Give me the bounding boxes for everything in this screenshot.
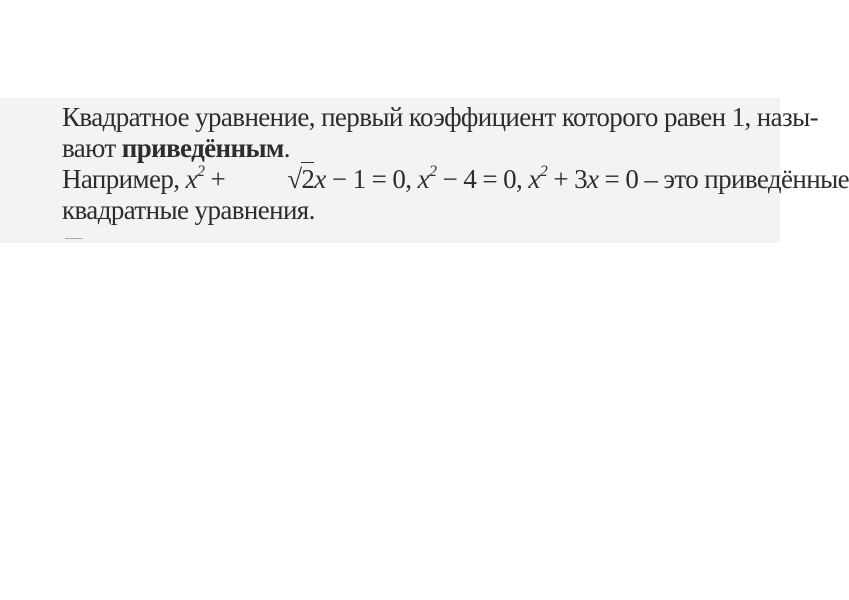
example-intro: Например, [62, 164, 180, 194]
equation-2-rest: − 4 = 0, [436, 164, 529, 194]
example-line-2: квадратные уравнения. [62, 195, 315, 225]
definition-line-1: Квадратное уравнение, первый коэффициент которого равен 1, назы- [62, 102, 819, 132]
equation-2 [418, 164, 529, 194]
equation-3-plus-three: + 3 [547, 164, 587, 194]
example-line-1 [6, 163, 849, 195]
definition-line-2-prefix: вают [62, 133, 122, 163]
equation-2-power: 2 [429, 163, 437, 180]
equation-2-x: x [417, 164, 429, 194]
reduced-term: приведённым [121, 133, 284, 163]
textbook-excerpt [6, 102, 849, 226]
definition-line-2 [6, 133, 776, 164]
square-root-content: 2 [301, 164, 315, 194]
equation-3-x-linear: x [587, 164, 599, 194]
equation-3-power: 2 [539, 163, 548, 180]
equation-1-x: x [185, 164, 197, 194]
equation-1-plus: + [204, 164, 232, 194]
equation-1-rest: − 1 = 0, [325, 164, 418, 194]
equation-1 [186, 164, 418, 194]
example-paragraph [6, 163, 849, 226]
equation-3 [528, 164, 849, 194]
scan-artifact [65, 238, 83, 239]
equation-1-x-linear: x [314, 164, 326, 194]
square-root [231, 164, 314, 195]
equation-1-power: 2 [197, 163, 205, 180]
definition-line-2-suffix: . [283, 133, 290, 163]
equation-3-x: x [528, 164, 540, 194]
equation-3-rest: = 0 – это приведённые [598, 164, 849, 194]
definition-paragraph [6, 102, 819, 164]
